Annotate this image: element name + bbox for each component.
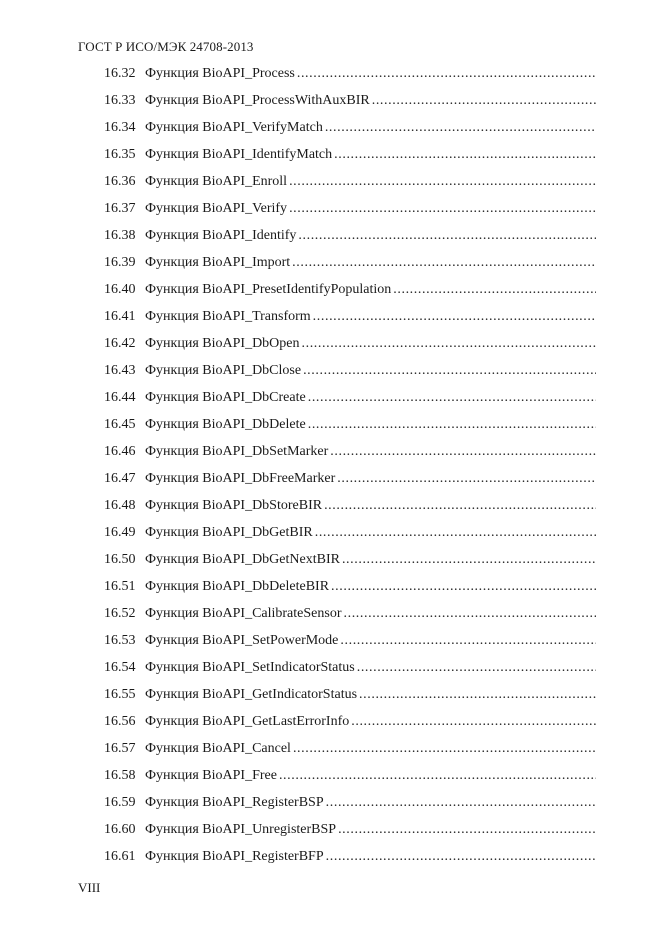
toc-dot-leader (315, 525, 596, 541)
toc-entry-number: 16.50 (104, 552, 136, 567)
toc-dot-leader (308, 390, 596, 406)
toc-entry-number: 16.42 (104, 336, 136, 351)
toc-entry-title: Функция BioAPI_Free (145, 768, 277, 783)
toc-entry-number: 16.46 (104, 444, 136, 459)
toc-dot-leader (337, 471, 596, 487)
toc-dot-leader (293, 741, 596, 757)
toc-entry-title: Функция BioAPI_DbSetMarker (145, 444, 329, 459)
toc-entry (104, 120, 596, 147)
toc-entry-number: 16.56 (104, 714, 136, 729)
toc-entry (104, 255, 596, 282)
toc-entry (104, 849, 596, 876)
toc-entry-title: Функция BioAPI_Transform (145, 309, 311, 324)
toc-entry-title: Функция BioAPI_Process (145, 66, 295, 81)
toc-entry (104, 498, 596, 525)
toc-entry-number: 16.51 (104, 579, 136, 594)
toc-dot-leader (289, 174, 596, 190)
toc-entry (104, 417, 596, 444)
toc-entry-number: 16.40 (104, 282, 136, 297)
toc-dot-leader (326, 849, 596, 865)
toc-dot-leader (340, 633, 596, 649)
toc-entry-number: 16.45 (104, 417, 136, 432)
toc-entry-number: 16.38 (104, 228, 136, 243)
toc-entry (104, 282, 596, 309)
toc-entry-number: 16.36 (104, 174, 136, 189)
toc-entry (104, 390, 596, 417)
toc-entry-number: 16.44 (104, 390, 136, 405)
toc-dot-leader (393, 282, 596, 298)
toc-dot-leader (289, 201, 596, 217)
toc-entry-title: Функция BioAPI_Verify (145, 201, 288, 216)
toc-entry (104, 174, 596, 201)
toc-dot-leader (324, 498, 596, 514)
toc-entry-title: Функция BioAPI_Import (145, 255, 291, 270)
toc-entry-number: 16.32 (104, 66, 136, 81)
toc-entry-title: Функция BioAPI_DbClose (145, 363, 302, 378)
toc-entry-title: Функция BioAPI_DbStoreBIR (145, 498, 323, 513)
toc-entry-number: 16.47 (104, 471, 136, 486)
toc-entry-number: 16.59 (104, 795, 136, 810)
toc-entry-number: 16.35 (104, 147, 136, 162)
toc-entry-title: Функция BioAPI_RegisterBSP (145, 795, 324, 810)
toc-entry-title: Функция BioAPI_IdentifyMatch (145, 147, 333, 162)
toc-entry-title: Функция BioAPI_DbCreate (145, 390, 306, 405)
toc-entry-number: 16.53 (104, 633, 136, 648)
toc-entry-number: 16.41 (104, 309, 136, 324)
toc-entry-number: 16.54 (104, 660, 136, 675)
toc-entry-title: Функция BioAPI_SetIndicatorStatus (145, 660, 355, 675)
toc-entry (104, 795, 596, 822)
toc-entry-number: 16.37 (104, 201, 136, 216)
toc-entry (104, 660, 596, 687)
toc-entry (104, 444, 596, 471)
toc-dot-leader (313, 309, 596, 325)
toc-dot-leader (326, 795, 596, 811)
toc-entry (104, 714, 596, 741)
toc-entry (104, 633, 596, 660)
toc-dot-leader (298, 228, 596, 244)
toc-entry-title: Функция BioAPI_DbGetBIR (145, 525, 313, 540)
toc-entry-title: Функция BioAPI_DbGetNextBIR (145, 552, 340, 567)
toc-dot-leader (351, 714, 596, 730)
page-header: ГОСТ Р ИСО/МЭК 24708-2013 (78, 39, 254, 54)
toc-dot-leader (331, 579, 596, 595)
toc-entry-title: Функция BioAPI_GetIndicatorStatus (145, 687, 358, 702)
toc-entry-title: Функция BioAPI_ProcessWithAuxBIR (145, 93, 370, 108)
toc-dot-leader (338, 822, 596, 838)
toc-entry-title: Функция BioAPI_SetPowerMode (145, 633, 339, 648)
toc-dot-leader (297, 66, 596, 82)
toc-entry (104, 822, 596, 849)
toc-dot-leader (330, 444, 596, 460)
toc-entry-title: Функция BioAPI_PresetIdentifyPopulation (145, 282, 392, 297)
toc-entry (104, 606, 596, 633)
toc-entry-number: 16.48 (104, 498, 136, 513)
toc-entry-number: 16.55 (104, 687, 136, 702)
toc-entry (104, 336, 596, 363)
toc-entry-title: Функция BioAPI_RegisterBFP (145, 849, 324, 864)
toc-entry (104, 93, 596, 120)
toc-entry-title: Функция BioAPI_DbDelete (145, 417, 306, 432)
toc-entry-number: 16.33 (104, 93, 136, 108)
toc-dot-leader (342, 552, 596, 568)
toc-entry (104, 525, 596, 552)
toc-entry-title: Функция BioAPI_Cancel (145, 741, 291, 756)
toc-entry-number: 16.58 (104, 768, 136, 783)
table-of-contents (104, 66, 596, 876)
toc-entry-title: Функция BioAPI_DbFreeMarker (145, 471, 336, 486)
toc-dot-leader (359, 687, 596, 703)
toc-dot-leader (302, 336, 597, 352)
toc-dot-leader (325, 120, 596, 136)
toc-entry (104, 552, 596, 579)
toc-entry-title: Функция BioAPI_VerifyMatch (145, 120, 323, 135)
toc-entry-title: Функция BioAPI_Enroll (145, 174, 288, 189)
toc-dot-leader (292, 255, 596, 271)
toc-entry (104, 147, 596, 174)
toc-entry-title: Функция BioAPI_DbOpen (145, 336, 300, 351)
toc-entry-number: 16.49 (104, 525, 136, 540)
toc-entry-title: Функция BioAPI_Identify (145, 228, 297, 243)
toc-entry-title: Функция BioAPI_UnregisterBSP (145, 822, 337, 837)
toc-entry (104, 471, 596, 498)
toc-entry (104, 201, 596, 228)
toc-entry (104, 309, 596, 336)
toc-entry (104, 363, 596, 390)
toc-dot-leader (279, 768, 596, 784)
toc-entry (104, 66, 596, 93)
toc-dot-leader (334, 147, 596, 163)
toc-dot-leader (344, 606, 597, 622)
toc-entry-title: Функция BioAPI_CalibrateSensor (145, 606, 342, 621)
toc-entry (104, 579, 596, 606)
toc-entry-number: 16.34 (104, 120, 136, 135)
toc-entry-title: Функция BioAPI_DbDeleteBIR (145, 579, 330, 594)
toc-entry (104, 741, 596, 768)
toc-dot-leader (357, 660, 596, 676)
page-number: VIII (78, 880, 101, 895)
toc-entry (104, 768, 596, 795)
toc-dot-leader (308, 417, 596, 433)
toc-entry (104, 687, 596, 714)
toc-entry-number: 16.52 (104, 606, 136, 621)
toc-entry (104, 228, 596, 255)
toc-entry-number: 16.57 (104, 741, 136, 756)
toc-entry-number: 16.39 (104, 255, 136, 270)
toc-entry-title: Функция BioAPI_GetLastErrorInfo (145, 714, 350, 729)
toc-entry-number: 16.60 (104, 822, 136, 837)
toc-dot-leader (303, 363, 596, 379)
toc-entry-number: 16.61 (104, 849, 136, 864)
toc-entry-number: 16.43 (104, 363, 136, 378)
toc-dot-leader (372, 93, 596, 109)
